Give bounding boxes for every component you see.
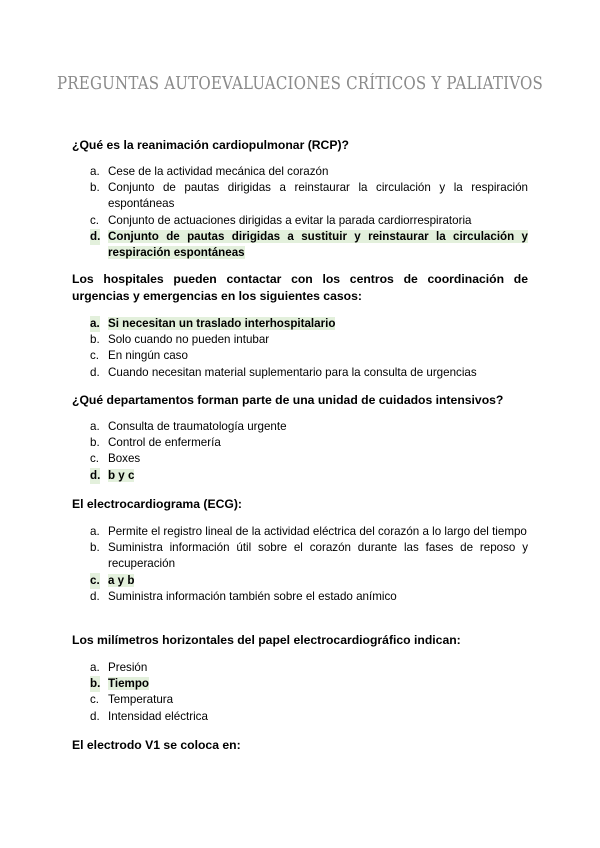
option-3b — [72, 435, 528, 451]
option-mark: c. — [90, 213, 100, 227]
question-5: Los milímetros horizontales del papel electrocardiográfico indican: — [72, 633, 461, 647]
question-3: ¿Qué departamentos forman parte de una unidad de cuidados intensivos? — [72, 393, 504, 407]
option-text: Conjunto de pautas dirigidas a reinstaurar la circulación y la respiración espontáneas — [108, 181, 528, 211]
option-text: Permite el registro lineal de la actividad eléctrica del corazón a lo largo del tiempo — [108, 525, 527, 538]
option-mark: a. — [90, 420, 100, 433]
option-text: Si necesitan un traslado interhospitalario — [108, 317, 336, 330]
option-mark: b. — [90, 541, 100, 555]
option-4a — [72, 524, 528, 540]
option-text: Solo cuando no pueden intubar — [108, 333, 270, 347]
option-1b — [72, 180, 528, 212]
option-text: Conjunto de pautas dirigidas a sustituir y reinstaurar la circulación y respiración espontáneas — [108, 229, 528, 260]
option-mark: d. — [90, 589, 100, 603]
option-mark: c. — [90, 452, 100, 466]
question-3-options — [72, 419, 528, 484]
option-1d-correct — [72, 229, 528, 261]
option-mark: a. — [90, 525, 100, 538]
question-1: ¿Qué es la reanimación cardiopulmonar (RCP)? — [72, 138, 349, 152]
option-2b — [72, 332, 528, 348]
option-text: Presión — [108, 661, 148, 674]
option-mark: d. — [90, 709, 100, 723]
option-3a — [72, 419, 528, 435]
question-5-options — [72, 660, 528, 725]
option-4c-correct — [72, 573, 528, 589]
option-text: Control de enfermería — [108, 436, 221, 450]
option-mark: c. — [90, 349, 100, 363]
option-text: Boxes — [108, 452, 141, 466]
option-mark: b. — [90, 333, 100, 347]
option-mark: b. — [90, 181, 100, 195]
option-text: Cuando necesitan material suplementario para la consulta de urgencias — [108, 365, 477, 379]
question-6: El electrodo V1 se coloca en: — [72, 738, 241, 752]
option-5c — [72, 692, 528, 708]
option-text: Tiempo — [108, 677, 150, 691]
option-text: Conjunto de actuaciones dirigidas a evitar la parada cardiorrespiratoria — [108, 213, 472, 227]
option-mark: c. — [90, 573, 100, 589]
option-text: Suministra información útil sobre el corazón durante las fases de reposo y recuperación — [108, 541, 528, 571]
option-5d — [72, 709, 528, 725]
option-text: Suministra información también sobre el estado anímico — [108, 589, 397, 603]
option-mark: d. — [90, 229, 100, 245]
question-2-options — [72, 316, 528, 381]
option-text: Temperatura — [108, 693, 174, 707]
option-3d-correct — [72, 468, 528, 484]
option-mark: d. — [90, 365, 100, 379]
option-mark: b. — [90, 436, 100, 450]
option-4b — [72, 540, 528, 572]
option-3c — [72, 451, 528, 467]
option-text: Consulta de traumatología urgente — [108, 420, 287, 433]
option-5b-correct — [72, 676, 528, 692]
option-text: a y b — [108, 573, 135, 587]
option-mark: d. — [90, 468, 100, 484]
option-text: b y c — [108, 468, 135, 482]
option-4d — [72, 589, 528, 605]
option-5a — [72, 660, 528, 676]
option-mark: c. — [90, 693, 100, 707]
option-text: Intensidad eléctrica — [108, 709, 208, 723]
option-mark: a. — [90, 661, 100, 674]
option-mark: a. — [90, 316, 100, 332]
option-2d — [72, 365, 528, 381]
option-1a — [72, 164, 528, 180]
question-4: El electrocardiograma (ECG): — [72, 497, 242, 511]
question-2: Los hospitales pueden contactar con los centros de coordinación de urgencias y emergencias en los siguientes casos: — [72, 272, 528, 303]
question-4-options — [72, 524, 528, 605]
option-2c — [72, 348, 528, 364]
page-title: PREGUNTAS AUTOEVALUACIONES CRÍTICOS Y PALIATIVOS — [57, 74, 543, 94]
option-1c — [72, 213, 528, 229]
option-mark: b. — [90, 676, 100, 692]
option-text: Cese de la actividad mecánica del corazón — [108, 165, 329, 178]
question-1-options — [72, 164, 528, 261]
option-2a-correct — [72, 316, 528, 332]
option-mark: a. — [90, 165, 100, 178]
option-text: En ningún caso — [108, 349, 188, 363]
